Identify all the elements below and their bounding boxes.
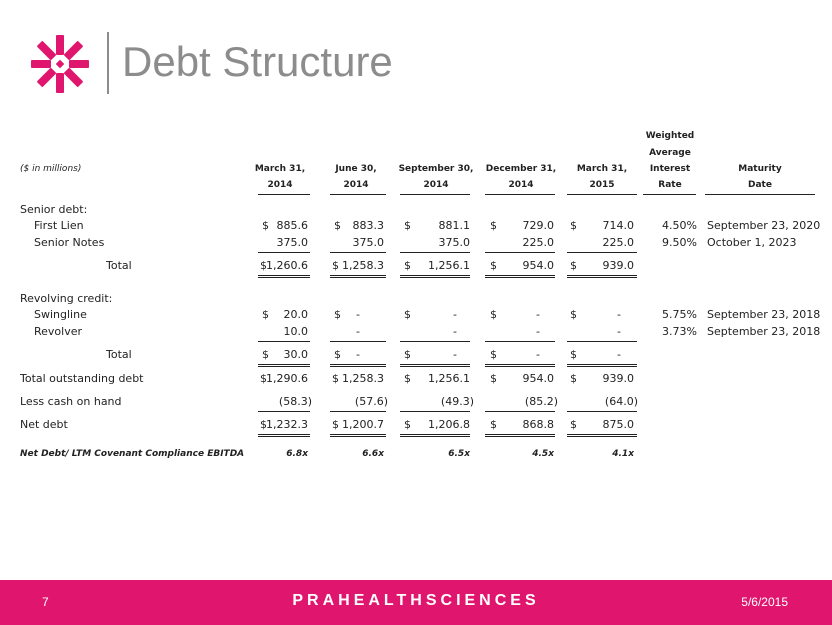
currency-symbol: $ [334,219,341,232]
total-double-line [400,277,470,278]
row-label: Net Debt/ LTM Covenant Compliance EBITDA [20,449,245,459]
brand-wordmark: PRAHEALTHSCIENCES [292,592,540,609]
currency-symbol: $ [490,372,497,385]
cell-value: 714.0 [602,219,634,232]
cell-value: 1,256.1 [428,372,470,385]
currency-symbol: $ [490,418,497,431]
header-underline [643,194,696,195]
header-underline [330,194,386,195]
total-double-line [485,434,555,435]
total-double-line [400,364,470,365]
total-double-line [485,275,555,276]
cell-value: 1,290.6 [266,372,308,385]
cell-value: 375.0 [352,236,384,249]
cell-value: - [356,325,360,338]
row-label: First Lien [34,219,84,232]
currency-symbol: $ [332,418,339,431]
cell-value: - [617,325,621,338]
currency-symbol: $ [404,219,411,232]
period-year: 2014 [267,180,293,190]
cell-value: (85.2) [524,395,558,408]
interest-rate: 9.50% [662,236,697,249]
cell-value: - [617,348,621,361]
header-underline [567,194,637,195]
currency-symbol: $ [262,348,269,361]
subtotal-line [485,341,555,342]
currency-symbol: $ [570,259,577,272]
period-year: 2014 [423,180,449,190]
footer-bar [0,580,832,625]
header-rate: Rate [658,180,682,190]
cell-value: 20.0 [283,308,308,321]
total-double-line [567,275,637,276]
row-label: Total outstanding debt [20,372,144,385]
cell-value: (49.3) [440,395,474,408]
total-double-line [485,364,555,365]
subtotal-line [567,411,637,412]
row-label: Total [106,348,132,361]
cell-value: 1,200.7 [342,418,384,431]
subtotal-line [567,252,637,253]
cell-value: - [453,325,457,338]
currency-symbol: $ [262,308,269,321]
cell-value: - [536,325,540,338]
ratio-value: 6.6x [362,449,384,459]
period-month: June 30, [335,164,377,174]
subtotal-line [400,341,470,342]
cell-value: - [617,308,621,321]
row-label: Less cash on hand [20,395,122,408]
currency-symbol: $ [332,372,339,385]
cell-value: 881.1 [438,219,470,232]
maturity-date: September 23, 2018 [707,308,821,321]
period-year: 2014 [343,180,369,190]
cell-value: (64.0) [604,395,638,408]
cell-value: 868.8 [522,418,554,431]
total-double-line [400,366,470,367]
period-month: March 31, [254,164,306,174]
subtotal-line [258,252,310,253]
header-maturity: Maturity [738,164,782,174]
currency-symbol: $ [334,348,341,361]
currency-symbol: $ [262,219,269,232]
period-month: March 31, [576,164,628,174]
period-year: 2015 [589,180,615,190]
row-label: Swingline [34,308,87,321]
maturity-date: September 23, 2020 [707,219,821,232]
currency-symbol: $ [260,372,267,385]
cell-value: - [536,348,540,361]
cell-value: 939.0 [602,372,634,385]
currency-symbol: $ [404,348,411,361]
header-underline [400,194,470,195]
currency-symbol: $ [260,418,267,431]
interest-rate: 4.50% [662,219,697,232]
header-date: Date [748,180,772,190]
total-double-line [258,434,310,435]
units-label: ($ in millions) [20,164,82,174]
header-interest: Interest [649,164,691,174]
total-double-line [485,366,555,367]
total-double-line [400,275,470,276]
cell-value: - [356,308,360,321]
cell-value: 375.0 [276,236,308,249]
total-double-line [400,436,470,437]
currency-symbol: $ [332,259,339,272]
total-double-line [567,436,637,437]
cell-value: - [536,308,540,321]
total-double-line [567,366,637,367]
subtotal-line [400,411,470,412]
cell-value: 1,258.3 [342,372,384,385]
currency-symbol: $ [260,259,267,272]
currency-symbol: $ [570,418,577,431]
cell-value: 225.0 [602,236,634,249]
ratio-value: 4.1x [612,449,634,459]
cell-value: 30.0 [283,348,308,361]
subtotal-line [330,252,386,253]
interest-rate: 3.73% [662,325,697,338]
cell-value: 885.6 [276,219,308,232]
total-double-line [258,364,310,365]
row-label: Revolver [34,325,83,338]
page-title: Debt Structure [122,38,393,85]
header-weighted: Weighted [645,131,695,141]
maturity-date: October 1, 2023 [707,236,797,249]
cell-value: - [453,348,457,361]
cell-value: - [453,308,457,321]
total-double-line [567,277,637,278]
cell-value: 729.0 [522,219,554,232]
footer-date: 5/6/2015 [741,595,788,609]
ratio-value: 6.5x [448,449,470,459]
cell-value: (58.3) [278,395,312,408]
period-month: September 30, [398,164,474,174]
interest-rate: 5.75% [662,308,697,321]
currency-symbol: $ [490,219,497,232]
cell-value: 1,260.6 [266,259,308,272]
subtotal-line [485,252,555,253]
total-double-line [258,275,310,276]
total-double-line [567,434,637,435]
cell-value: (57.6) [354,395,388,408]
currency-symbol: $ [404,372,411,385]
total-double-line [330,364,386,365]
cell-value: 954.0 [522,372,554,385]
subtotal-line [330,411,386,412]
cell-value: 939.0 [602,259,634,272]
header-average: Average [649,148,691,158]
subtotal-line [567,341,637,342]
currency-symbol: $ [404,259,411,272]
section-label: Revolving credit: [20,292,113,305]
total-double-line [485,436,555,437]
cell-value: 954.0 [522,259,554,272]
maturity-date: September 23, 2018 [707,325,821,338]
period-year: 2014 [508,180,534,190]
period-month: December 31, [485,164,557,174]
row-label: Total [106,259,132,272]
total-double-line [400,434,470,435]
total-double-line [567,364,637,365]
ratio-value: 4.5x [532,449,554,459]
currency-symbol: $ [490,259,497,272]
total-double-line [330,275,386,276]
cell-value: 225.0 [522,236,554,249]
header-underline [485,194,555,195]
cell-value: 1,258.3 [342,259,384,272]
currency-symbol: $ [490,308,497,321]
subtotal-line [258,411,310,412]
currency-symbol: $ [570,219,577,232]
row-label: Net debt [20,418,68,431]
row-label: Senior Notes [34,236,105,249]
header-underline [705,194,815,195]
currency-symbol: $ [570,372,577,385]
header-underline [258,194,310,195]
currency-symbol: $ [404,418,411,431]
currency-symbol: $ [490,348,497,361]
ratio-value: 6.8x [286,449,308,459]
page-number: 7 [42,595,49,609]
cell-value: - [356,348,360,361]
currency-symbol: $ [334,308,341,321]
total-double-line [258,436,310,437]
subtotal-line [485,411,555,412]
total-double-line [330,366,386,367]
total-double-line [330,436,386,437]
cell-value: 1,206.8 [428,418,470,431]
cell-value: 883.3 [352,219,384,232]
currency-symbol: $ [570,348,577,361]
currency-symbol: $ [570,308,577,321]
subtotal-line [258,341,310,342]
total-double-line [258,277,310,278]
subtotal-line [400,252,470,253]
cell-value: 1,256.1 [428,259,470,272]
section-label: Senior debt: [20,203,88,216]
cell-value: 1,232.3 [266,418,308,431]
cell-value: 10.0 [283,325,308,338]
total-double-line [330,277,386,278]
currency-symbol: $ [404,308,411,321]
subtotal-line [330,341,386,342]
total-double-line [485,277,555,278]
cell-value: 375.0 [438,236,470,249]
total-double-line [258,366,310,367]
cell-value: 875.0 [602,418,634,431]
total-double-line [330,434,386,435]
